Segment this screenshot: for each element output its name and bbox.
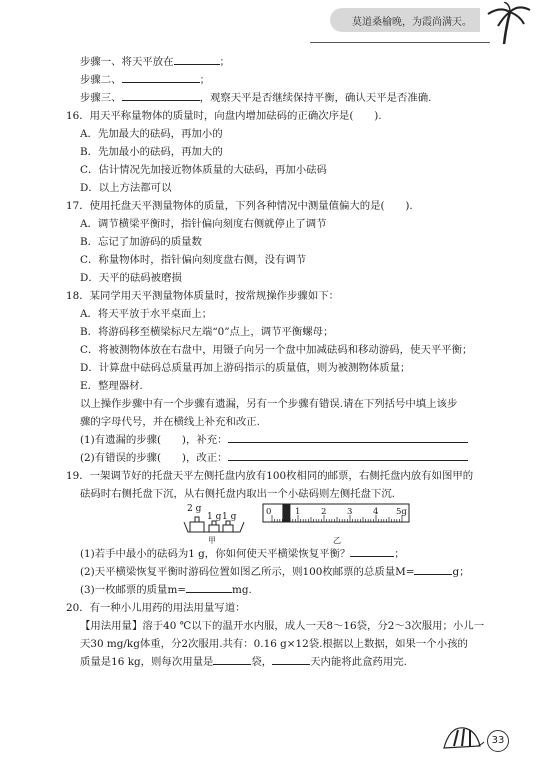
palm-tree-icon bbox=[482, 2, 534, 46]
q16-option-a[interactable]: A．先加最大的砝码，再加小的 bbox=[80, 128, 223, 140]
q17-option-b[interactable]: B．忘记了加游码的质量数 bbox=[80, 236, 202, 248]
q18-para-1: 以上操作步骤中有一个步骤有遗漏，另有一个步骤有错误.请在下列括号中填上该步 bbox=[80, 398, 458, 410]
figure-label-yi: 乙 bbox=[333, 536, 341, 545]
tick-label-1: 1 bbox=[295, 507, 301, 517]
q18-step-d: D．计算盘中砝码总质量再加上游码指示的质量值，则为被测物体质量； bbox=[80, 362, 411, 374]
answer-blank[interactable] bbox=[122, 71, 200, 83]
weight-1g-icon bbox=[223, 525, 233, 532]
figure-label-jia: 甲 bbox=[208, 536, 216, 545]
q20-line-1: 【用法用量】溶于40 ℃以下的温开水内服，成人一天8～16袋，分2～3次服用；小儿一 bbox=[80, 620, 485, 632]
q18-para-2: 骤的字母代号，并在横线上补充和改正. bbox=[80, 416, 260, 428]
q20-line-2: 天30 mg/kg体重，分2次服用.共有：0.16 g×12袋.根据以上数据，如果一个小孩的 bbox=[80, 638, 468, 650]
tick-label-5g: 5g bbox=[396, 507, 407, 517]
q18-step-b: B．将游码移至横梁标尺左端“0”点上，调节平衡螺母； bbox=[80, 326, 334, 338]
q16-stem: 16．用天平称量物体的质量时，向盘内增加砝码的正确次序是( ). bbox=[66, 110, 382, 122]
page-number: 33 bbox=[487, 730, 509, 752]
q17-option-c[interactable]: C．称量物体时，指针偏向刻度盘右侧，没有调节 bbox=[80, 254, 307, 266]
figure-yi-scale bbox=[262, 503, 412, 525]
q20-line-3: 质量是16 kg，则每次用量是 袋， 天内能将此盒药用完. bbox=[80, 653, 407, 668]
tick-label-4: 4 bbox=[373, 507, 379, 517]
q20-stem: 20．有一种小儿用药的用法用量写道： bbox=[66, 602, 246, 614]
q18-stem: 18．某同学用天平测量物体质量时，按常规操作步骤如下： bbox=[66, 290, 339, 302]
rider-slider bbox=[282, 504, 290, 522]
answer-blank[interactable] bbox=[272, 653, 310, 665]
q18-step-c: C．将被测物体放在右盘中，用镊子向另一个盘中加减砝码和移动游码，使天平平衡； bbox=[80, 344, 473, 356]
shell-decoration-icon bbox=[440, 722, 486, 756]
answer-blank[interactable] bbox=[228, 431, 468, 443]
tick-label-3: 3 bbox=[347, 507, 353, 517]
tick-label-0: 0 bbox=[266, 507, 272, 517]
q19-sub3: (3)一枚邮票的质量m= mg. bbox=[80, 581, 252, 596]
motto-text: 莫道桑榆晚，为霞尚满天。 bbox=[352, 17, 472, 28]
answer-blank[interactable] bbox=[228, 449, 468, 461]
weight-2g-icon bbox=[190, 522, 204, 532]
header-rule bbox=[310, 42, 490, 43]
step3-line: 步骤三、 ，观察天平是否继续保持平衡，确认天平是否准确. bbox=[80, 89, 431, 104]
answer-blank[interactable] bbox=[122, 89, 200, 101]
tick-label-2: 2 bbox=[321, 507, 327, 517]
q19-sub1: (1)若手中最小的砝码为1 g，你如何使天平横梁恢复平衡？ ； bbox=[80, 545, 405, 560]
q16-option-d[interactable]: D．以上方法都可以 bbox=[80, 182, 172, 194]
weight-label-1g-b: 1 g bbox=[222, 512, 237, 522]
q19-line-2: 砝码时右侧托盘下沉，从右侧托盘内取出一个小砝码则左侧托盘下沉. bbox=[80, 488, 396, 500]
weight-label-2g: 2 g bbox=[187, 504, 202, 514]
q18-step-a: A．将天平放于水平桌面上； bbox=[80, 308, 213, 320]
q17-stem: 17．使用托盘天平测量物体的质量，下列各种情况中测量值偏大的是( ). bbox=[66, 200, 413, 212]
weight-1g-icon bbox=[209, 525, 219, 532]
q17-option-d[interactable]: D．天平的砝码被磨损 bbox=[80, 272, 182, 284]
q18-sub1: (1)有遗漏的步骤( )，补充： bbox=[80, 431, 468, 446]
q17-option-a[interactable]: A．调节横梁平衡时，指针偏向刻度右侧就停止了调节 bbox=[80, 218, 327, 230]
q18-step-e: E．整理器材. bbox=[80, 380, 143, 392]
q19-line-1: 19．一架调节好的托盘天平左侧托盘内放有100枚相同的邮票，右侧托盘内放有如图甲的 bbox=[66, 470, 474, 482]
q16-option-b[interactable]: B．先加最小的砝码，再加大的 bbox=[80, 146, 223, 158]
step2-line: 步骤二、 ； bbox=[80, 71, 210, 86]
answer-blank[interactable] bbox=[186, 581, 232, 593]
q16-option-c[interactable]: C．估计情况先加接近物体质量的大砝码，再加小砝码 bbox=[80, 164, 327, 176]
answer-blank[interactable] bbox=[213, 653, 251, 665]
answer-blank[interactable] bbox=[414, 563, 452, 575]
motto-banner bbox=[330, 8, 480, 32]
weight-label-1g-a: 1 g bbox=[207, 512, 222, 522]
answer-blank[interactable] bbox=[350, 545, 394, 557]
answer-blank[interactable] bbox=[174, 53, 220, 65]
q18-sub2: (2)有错误的步骤( )，改正： bbox=[80, 449, 468, 464]
q19-sub2: (2)天平横梁恢复平衡时游码位置如图乙所示，则100枚邮票的总质量M= g； bbox=[80, 563, 470, 578]
step1-line: 步骤一、将天平放在 ； bbox=[80, 53, 230, 68]
